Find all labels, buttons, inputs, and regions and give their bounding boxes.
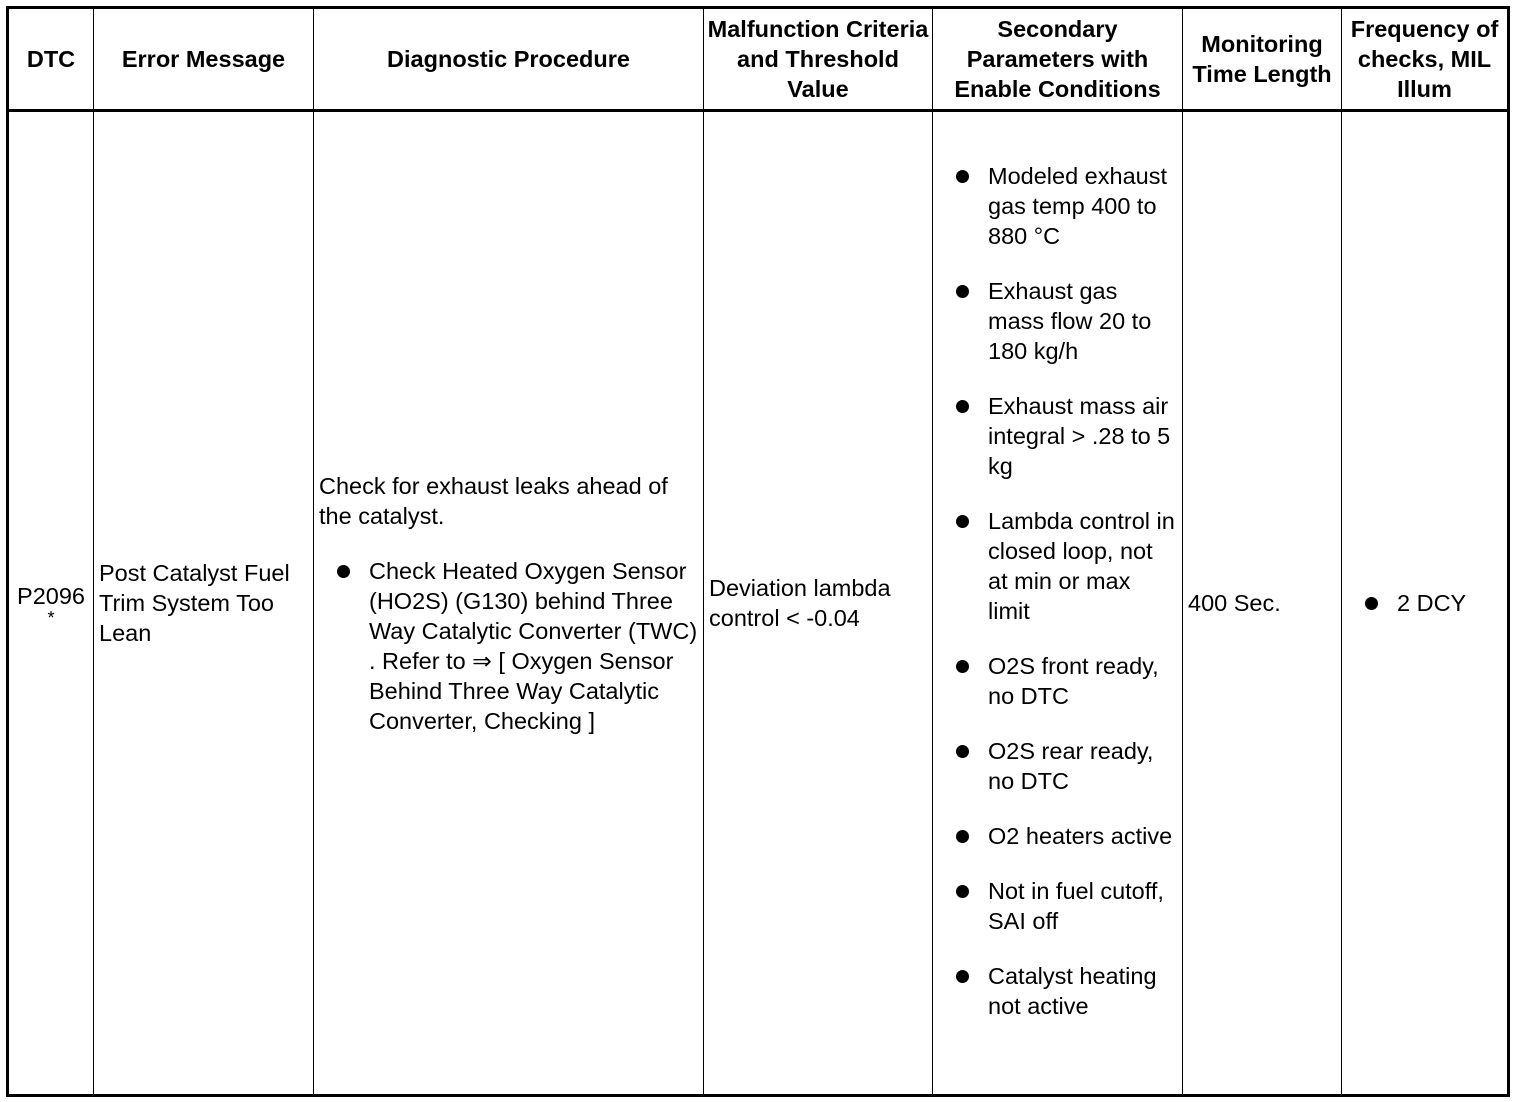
secondary-list-item: Exhaust mass air integral > .28 to 5 kg bbox=[938, 391, 1177, 481]
secondary-list-item: O2S rear ready, no DTC bbox=[938, 736, 1177, 796]
secondary-list-item: Catalyst heating not active bbox=[938, 961, 1177, 1021]
header-frequency: Frequency of checks, MIL Illum bbox=[1342, 8, 1509, 111]
procedure-list-item: Check Heated Oxygen Sensor (HO2S) (G130) behind Three Way Catalytic Converter (TWC) . Refer to ⇒ [ Oxygen Sensor Behind Three Way Catalytic Converter, Checking ] bbox=[319, 556, 698, 736]
procedure-list bbox=[319, 556, 698, 736]
secondary-list-item: O2S front ready, no DTC bbox=[938, 651, 1177, 711]
header-malfunction-criteria: Malfunction Criteria and Threshold Value bbox=[704, 8, 933, 111]
header-error-message: Error Message bbox=[94, 8, 314, 111]
header-row bbox=[8, 8, 1509, 111]
dtc-table bbox=[6, 6, 1510, 1097]
procedure-cell bbox=[314, 111, 704, 1096]
monitoring-cell: 400 Sec. bbox=[1183, 111, 1342, 1096]
header-secondary-parameters: Secondary Parameters with Enable Conditions bbox=[933, 8, 1183, 111]
secondary-list-item: Modeled exhaust gas temp 400 to 880 °C bbox=[938, 161, 1177, 251]
secondary-list-item: O2 heaters active bbox=[938, 821, 1177, 851]
header-dtc: DTC bbox=[8, 8, 94, 111]
procedure-intro: Check for exhaust leaks ahead of the catalyst. bbox=[319, 472, 668, 529]
table-row bbox=[8, 111, 1509, 1096]
secondary-list bbox=[938, 161, 1177, 1021]
header-monitoring-time: Monitoring Time Length bbox=[1183, 8, 1342, 111]
dtc-code: P2096 bbox=[17, 583, 85, 609]
secondary-list-item: Not in fuel cutoff, SAI off bbox=[938, 876, 1177, 936]
dtc-cell bbox=[8, 111, 94, 1096]
frequency-cell bbox=[1342, 111, 1509, 1096]
secondary-cell bbox=[933, 111, 1183, 1096]
secondary-list-item: Exhaust gas mass flow 20 to 180 kg/h bbox=[938, 276, 1177, 366]
error-message-cell: Post Catalyst Fuel Trim System Too Lean bbox=[94, 111, 314, 1096]
header-diagnostic-procedure: Diagnostic Procedure bbox=[314, 8, 704, 111]
malfunction-cell: Deviation lambda control < -0.04 bbox=[704, 111, 933, 1096]
dtc-marker: * bbox=[47, 608, 55, 628]
frequency-list bbox=[1347, 588, 1502, 618]
frequency-list-item: 2 DCY bbox=[1347, 588, 1502, 618]
secondary-list-item: Lambda control in closed loop, not at min or max limit bbox=[938, 506, 1177, 626]
